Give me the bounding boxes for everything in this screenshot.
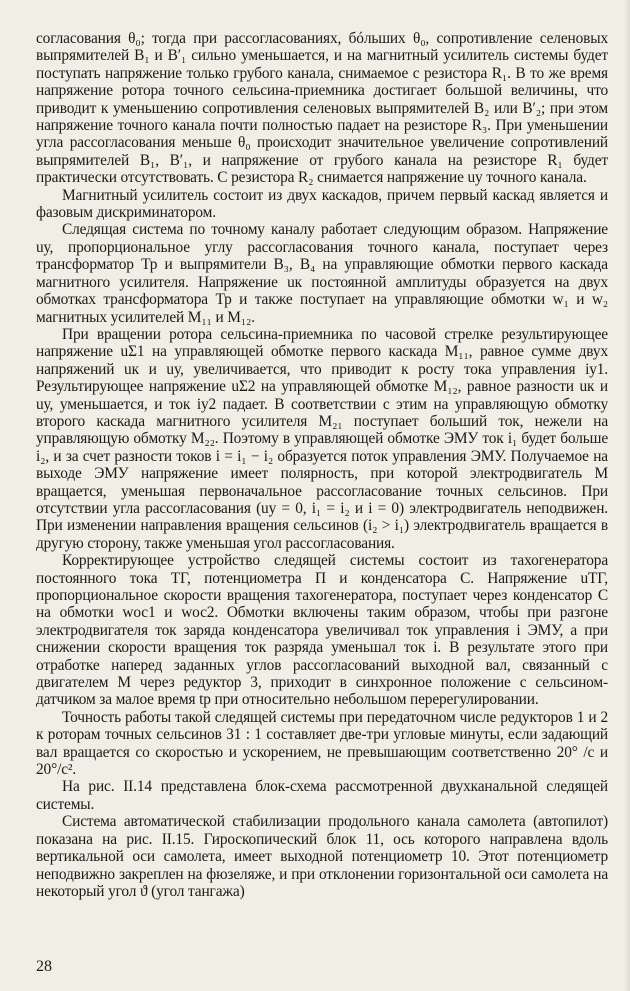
paragraph-7: На рис. II.14 представлена блок-схема рассмотренной двухканальной следящей системы. xyxy=(36,778,608,813)
page-number: 28 xyxy=(36,958,52,975)
page-edge-shadow xyxy=(624,0,630,991)
paragraph-5: Корректирующее устройство следящей системы состоит из тахогенератора постоянного тока ТГ, потенциометра П и конденсатора C. Напряжение uТГ, пропорциональное скорости вращения тахогенератора, поступает через конденсатор C на обмотки wос1 и wос2. Обмотки включены таким образом, чтобы при разгоне электродвигателя ток заряда конденсатора увеличивал ток управления i ЭМУ, а при снижении скорости вращения ток разряда уменьшал ток i. В результате этого при отработке наперед заданных углов рассогласований выходной вал, связанный с двигателем M через редуктор 3, приходит в синхронное положение с сельсином-датчиком за малое время tр при относительно небольшом перерегулировании. xyxy=(36,552,608,709)
paragraph-2: Магнитный усилитель состоит из двух каскадов, причем первый каскад является и фазовым дискриминатором. xyxy=(36,186,608,222)
paragraph-8: Система автоматической стабилизации продольного канала самолета (автопилот) показана на рис. II.15. Гироскопический блок 11, ось которого направлена вдоль вертикальной оси самолета, имеет выходной потенциометр 10. Этот потенциометр неподвижно закреплен на фюзеляже, и при отклонении горизонтальной оси самолета на некоторый угол ϑ (угол тангажа) xyxy=(36,813,608,900)
paragraph-4: При вращении ротора сельсина-приемника по часовой стрелке результирующее напряжение uΣ1 на управляющей обмотке первого каскада M₁₁, равное сумме двух напряжений uк и uу, увеличивается, что приводит к росту тока управления iу1. Результирующее напряжение uΣ2 на управляющей обмотке M₁₂, равное разности uк и uу, уменьшается, и ток iу2 падает. В соответствии с этим на управляющую обмотку второго каскада магнитного усилителя M₂₁ поступает больший ток, нежели на управляющую обмотку M₂₂. Поэтому в управляющей обмотке ЭМУ ток i₁ будет больше i₂, и за счет разности токов i = i₁ − i₂ образуется поток управления ЭМУ. Получаемое на выходе ЭМУ напряжение имеет полярность, при которой электродвигатель M вращается, уменьшая первоначальное рассогласование точных сельсинов. При отсутствии угла рассогласования (uу = 0, i₁ = i₂ и i = 0) электродвигатель неподвижен. При изменении направления вращения сельсинов (i₂ > i₁) электродвигатель вращается в другую сторону, также уменьшая угол рассогласования. xyxy=(36,325,608,552)
paragraph-1: согласования θ₀; тогда при рассогласованиях, бóльших θ₀, сопротивление селеновых выпрямителей B₁ и B′₁ сильно уменьшается, и на магнитный усилитель системы будет поступать напряжение только грубого канала, снимаемое с резистора R₁. В то же время напряжение ротора точного сельсина-приемника достигает большой величины, что приводит к уменьшению сопротивления селеновых выпрямителей B₂ или B′₂; при этом напряжение точного канала почти полностью падает на резисторе R₃. При уменьшении угла рассогласования меньше θ₀ происходит значительное увеличение сопротивлений выпрямителей B₁, B′₁, и напряжение от грубого канала на резисторе R₁ будет практически отсутствовать. С резистора R₂ снимается напряжение uу точного канала. xyxy=(36,30,608,187)
paragraph-3: Следящая система по точному каналу работает следующим образом. Напряжение uу, пропорциональное углу рассогласования точного канала, поступает через трансформатор Тр и выпрямители B₃, B₄ на управляющие обмотки первого каскада магнитного усилителя. Напряжение uк постоянной амплитуды образуется на двух обмотках трансформатора Тр и также поступает на управляющие обмотки w₁ и w₂ магнитных усилителей M₁₁ и M₁₂. xyxy=(36,221,608,326)
paragraph-6: Точность работы такой следящей системы при передаточном числе редукторов 1 и 2 к роторам точных сельсинов 31 : 1 составляет две-три угловые минуты, если задающий вал вращается со скоростью и ускорением, не превышающим соответственно 20° /с и 20°/с². xyxy=(36,708,608,779)
